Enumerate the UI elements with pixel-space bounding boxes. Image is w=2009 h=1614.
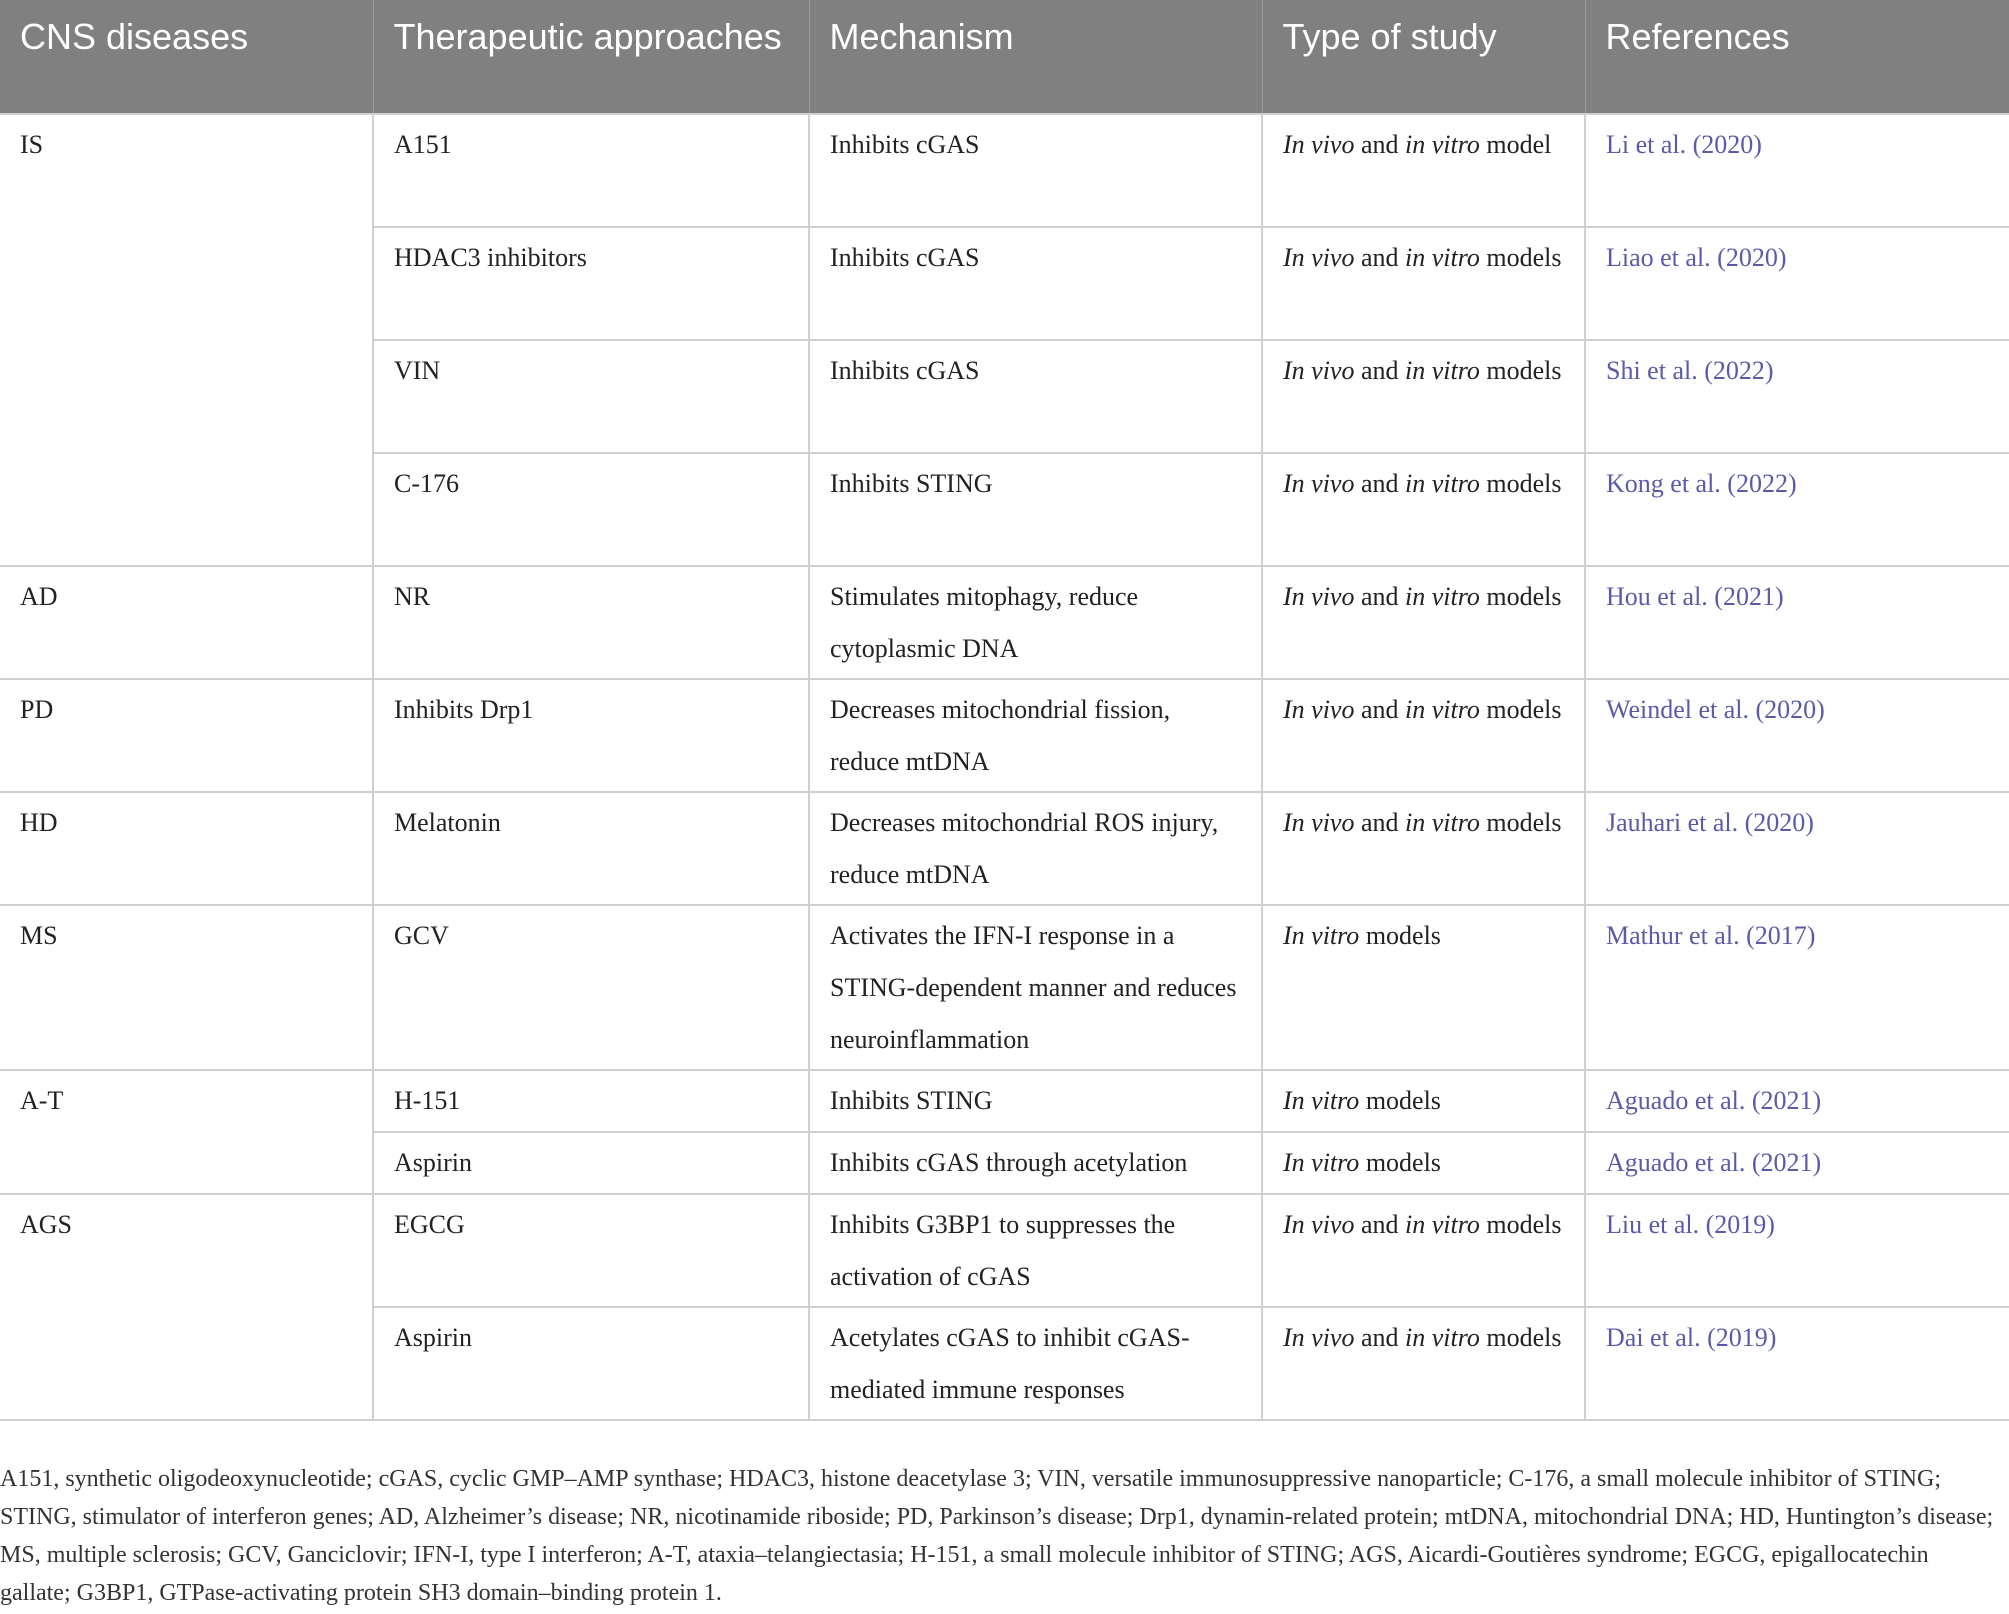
reference-link[interactable]: Dai et al. (2019) <box>1585 1307 2009 1420</box>
reference-link[interactable]: Li et al. (2020) <box>1585 114 2009 227</box>
reference-link[interactable]: Kong et al. (2022) <box>1585 453 2009 566</box>
mechanism-cell: Inhibits cGAS <box>809 227 1262 340</box>
table-footnote: A151, synthetic oligodeoxynucleotide; cGAS, cyclic GMP–AMP synthase; HDAC3, histone deacetylase 3; VIN, versatile immunosuppressive nanoparticle; C-176, a small molecule inhibitor of STING; STING, stimulator of interferon genes; AD, Alzheimer’s disease; NR, nicotinamide riboside; PD, Parkinson’s disease; Drp1, dynamin-related protein; mtDNA, mitochondrial DNA; HD, Huntington’s disease; MS, multiple sclerosis; GCV, Ganciclovir; IFN-I, type I interferon; A-T, ataxia–telangiectasia; H-151, a small molecule inhibitor of STING; AGS, Aicardi-Goutières syndrome; EGCG, epigallocatechin gallate; G3BP1, GTPase-activating protein SH3 domain–binding protein 1. <box>0 1466 1994 1606</box>
mechanism-cell: Stimulates mitophagy, reduce cytoplasmic DNA <box>809 566 1262 679</box>
disease-cell: A-T <box>0 1070 373 1194</box>
approach-cell: Aspirin <box>373 1132 809 1194</box>
header-mechanism: Mechanism <box>809 0 1262 114</box>
reference-link[interactable]: Aguado et al. (2021) <box>1585 1132 2009 1194</box>
reference-link[interactable]: Hou et al. (2021) <box>1585 566 2009 679</box>
table-row <box>0 1070 2009 1132</box>
approach-cell: NR <box>373 566 809 679</box>
disease-cell: AD <box>0 566 373 679</box>
disease-cell: AGS <box>0 1194 373 1420</box>
mechanism-cell: Acetylates cGAS to inhibit cGAS-mediated immune responses <box>809 1307 1262 1420</box>
approach-cell: VIN <box>373 340 809 453</box>
approach-cell: EGCG <box>373 1194 809 1307</box>
approach-cell: HDAC3 inhibitors <box>373 227 809 340</box>
approach-cell: GCV <box>373 905 809 1070</box>
table-row <box>0 1194 2009 1307</box>
disease-cell: HD <box>0 792 373 905</box>
study-cell: In vivo and in vitro models <box>1262 453 1585 566</box>
study-cell: In vivo and in vitro model <box>1262 114 1585 227</box>
header-therapeutic-approaches: Therapeutic approaches <box>373 0 809 114</box>
reference-link[interactable]: Weindel et al. (2020) <box>1585 679 2009 792</box>
table-row <box>0 679 2009 792</box>
mechanism-cell: Inhibits STING <box>809 453 1262 566</box>
table-row <box>0 905 2009 1070</box>
disease-cell: IS <box>0 114 373 566</box>
approach-cell: C-176 <box>373 453 809 566</box>
table-row <box>0 566 2009 679</box>
reference-link[interactable]: Aguado et al. (2021) <box>1585 1070 2009 1132</box>
approach-cell: Melatonin <box>373 792 809 905</box>
disease-cell: MS <box>0 905 373 1070</box>
study-cell: In vitro models <box>1262 905 1585 1070</box>
header-references: References <box>1585 0 2009 114</box>
study-cell: In vivo and in vitro models <box>1262 1194 1585 1307</box>
approach-cell: H-151 <box>373 1070 809 1132</box>
mechanism-cell: Inhibits STING <box>809 1070 1262 1132</box>
table-header-row <box>0 0 2009 114</box>
table-row <box>0 792 2009 905</box>
approach-cell: Inhibits Drp1 <box>373 679 809 792</box>
study-cell: In vivo and in vitro models <box>1262 1307 1585 1420</box>
reference-link[interactable]: Mathur et al. (2017) <box>1585 905 2009 1070</box>
study-cell: In vivo and in vitro models <box>1262 227 1585 340</box>
mechanism-cell: Decreases mitochondrial ROS injury, reduce mtDNA <box>809 792 1262 905</box>
header-type-of-study: Type of study <box>1262 0 1585 114</box>
study-cell: In vivo and in vitro models <box>1262 566 1585 679</box>
study-cell: In vitro models <box>1262 1070 1585 1132</box>
mechanism-cell: Inhibits cGAS <box>809 340 1262 453</box>
approach-cell: Aspirin <box>373 1307 809 1420</box>
approach-cell: A151 <box>373 114 809 227</box>
reference-link[interactable]: Liu et al. (2019) <box>1585 1194 2009 1307</box>
mechanism-cell: Inhibits cGAS through acetylation <box>809 1132 1262 1194</box>
study-cell: In vivo and in vitro models <box>1262 340 1585 453</box>
mechanism-cell: Activates the IFN-I response in a STING-dependent manner and reduces neuroinflammation <box>809 905 1262 1070</box>
study-cell: In vivo and in vitro models <box>1262 679 1585 792</box>
mechanism-cell: Inhibits cGAS <box>809 114 1262 227</box>
disease-cell: PD <box>0 679 373 792</box>
reference-link[interactable]: Shi et al. (2022) <box>1585 340 2009 453</box>
reference-link[interactable]: Liao et al. (2020) <box>1585 227 2009 340</box>
mechanism-cell: Decreases mitochondrial fission, reduce mtDNA <box>809 679 1262 792</box>
header-cns-diseases: CNS diseases <box>0 0 373 114</box>
study-cell: In vivo and in vitro models <box>1262 792 1585 905</box>
study-cell: In vitro models <box>1262 1132 1585 1194</box>
mechanism-cell: Inhibits G3BP1 to suppresses the activation of cGAS <box>809 1194 1262 1307</box>
reference-link[interactable]: Jauhari et al. (2020) <box>1585 792 2009 905</box>
table-row <box>0 114 2009 227</box>
